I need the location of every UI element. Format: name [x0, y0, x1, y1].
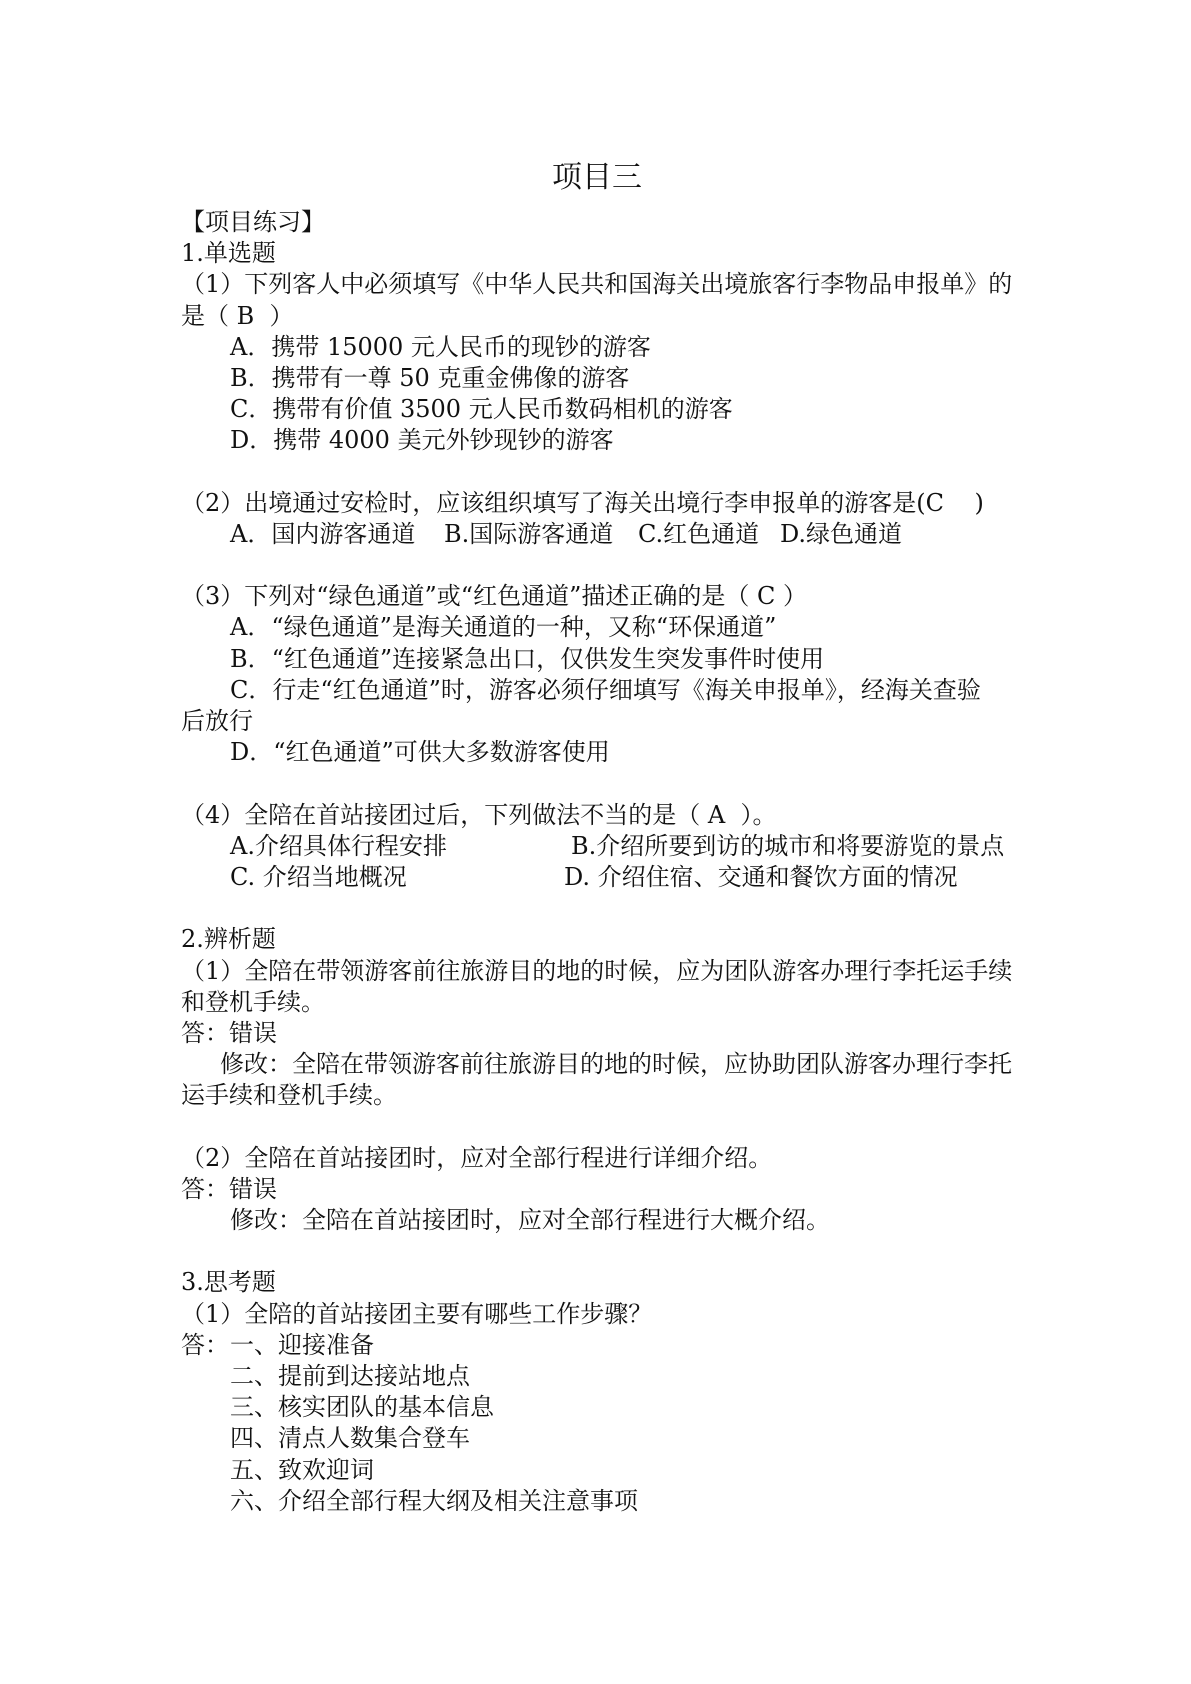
paragraph-spacer: [181, 457, 1013, 488]
answer-verdict: 答：错误: [181, 1174, 277, 1203]
options-row: [181, 831, 1013, 862]
question-stem: （3）下列对“绿色通道”或“红色通道”描述正确的是（ C ）: [181, 582, 807, 611]
option-a: A．携带 15000 元人民币的现钞的游客: [230, 332, 651, 361]
answer-step-row: [181, 1330, 1013, 1361]
discussion-question-1: [181, 1299, 1013, 1517]
option-c: C.红色通道: [638, 519, 760, 548]
section-heading: 1.单选题: [181, 239, 276, 268]
document-body: [181, 207, 1013, 1517]
question-stem: （1）下列客人中必须填写《中华人民共和国海关出境旅客行李物品申报单》的: [181, 270, 1013, 299]
option-a: A．“绿色通道”是海关通道的一种，又称“环保通道”: [230, 613, 777, 642]
choice-question-2: [181, 488, 1013, 550]
question-stem: （1）全陪在带领游客前往旅游目的地的时候，应为团队游客办理行李托运手续: [181, 956, 1013, 985]
answer-step: 一、迎接准备: [230, 1330, 374, 1359]
option-a: A．国内游客通道: [230, 519, 416, 548]
question-stem: （1）全陪的首站接团主要有哪些工作步骤？: [181, 1299, 653, 1328]
answer-step: 五、致欢迎词: [230, 1455, 374, 1484]
exercise-heading: 【项目练习】: [181, 208, 325, 236]
option-d: D. 介绍住宿、交通和餐饮方面的情况: [564, 862, 958, 891]
option-c: C．行走“红色通道”时，游客必须仔细填写《海关申报单》，经海关查验: [230, 675, 981, 704]
answer-revision-continuation: 运手续和登机手续。: [181, 1081, 397, 1110]
page-title: 项目三: [552, 160, 642, 195]
option-c-continuation: 后放行: [181, 707, 253, 735]
answer-revision: 修改：全陪在首站接团时，应对全部行程进行大概介绍。: [230, 1206, 830, 1234]
paragraph-spacer: [181, 1111, 1013, 1142]
answer-step: 六、介绍全部行程大纲及相关注意事项: [230, 1486, 638, 1515]
paragraph-spacer: [181, 893, 1013, 924]
paragraph-spacer: [181, 550, 1013, 581]
paragraph-spacer: [181, 768, 1013, 799]
choice-question-3: [181, 581, 1013, 768]
question-stem: （2）全陪在首站接团时，应对全部行程进行详细介绍。: [181, 1143, 773, 1172]
option-d: D.绿色通道: [780, 519, 903, 548]
option-c: C. 介绍当地概况: [230, 862, 407, 891]
option-b: B．“红色通道”连接紧急出口，仅供发生突发事件时使用: [230, 644, 825, 673]
answer-label: 答：: [181, 1330, 229, 1359]
option-d: D．“红色通道”可供大多数游客使用: [230, 738, 610, 767]
options-row: [181, 519, 1013, 550]
option-b: B．携带有一尊 50 克重金佛像的游客: [230, 363, 630, 392]
section-heading: 3.思考题: [181, 1268, 276, 1297]
answer-step: 三、核实团队的基本信息: [230, 1393, 494, 1422]
paragraph-spacer: [181, 1236, 1013, 1267]
option-c: C．携带有价值 3500 元人民币数码相机的游客: [230, 395, 733, 424]
analysis-section: [181, 924, 1013, 1236]
option-a: A.介绍具体行程安排: [230, 831, 447, 860]
choice-question-1: [181, 269, 1013, 456]
question-stem-continuation: 是（ B ）: [181, 301, 294, 330]
section-heading: 2.辨析题: [181, 925, 276, 954]
answer-step: 二、提前到达接站地点: [230, 1361, 470, 1390]
choice-question-4: [181, 800, 1013, 894]
answer-revision: 修改：全陪在带领游客前往旅游目的地的时候，应协助团队游客办理行李托: [220, 1050, 1012, 1079]
options-row: [181, 862, 1013, 893]
question-stem: （2）出境通过安检时，应该组织填写了海关出境行李申报单的游客是(C ): [181, 488, 984, 517]
option-b: B.介绍所要到访的城市和将要游览的景点: [571, 831, 1005, 860]
question-stem: （4）全陪在首站接团过后，下列做法不当的是（ A ）。: [181, 800, 777, 829]
question-stem-continuation: 和登机手续。: [181, 987, 325, 1016]
option-b: B.国际游客通道: [444, 519, 614, 548]
option-d: D．携带 4000 美元外钞现钞的游客: [230, 426, 614, 455]
answer-step: 四、清点人数集合登车: [230, 1424, 470, 1453]
single-choice-section: [181, 238, 1013, 893]
analysis-question-1: [181, 956, 1013, 1112]
analysis-question-2: [181, 1143, 1013, 1237]
answer-verdict: 答：错误: [181, 1018, 277, 1047]
discussion-section: [181, 1267, 1013, 1517]
